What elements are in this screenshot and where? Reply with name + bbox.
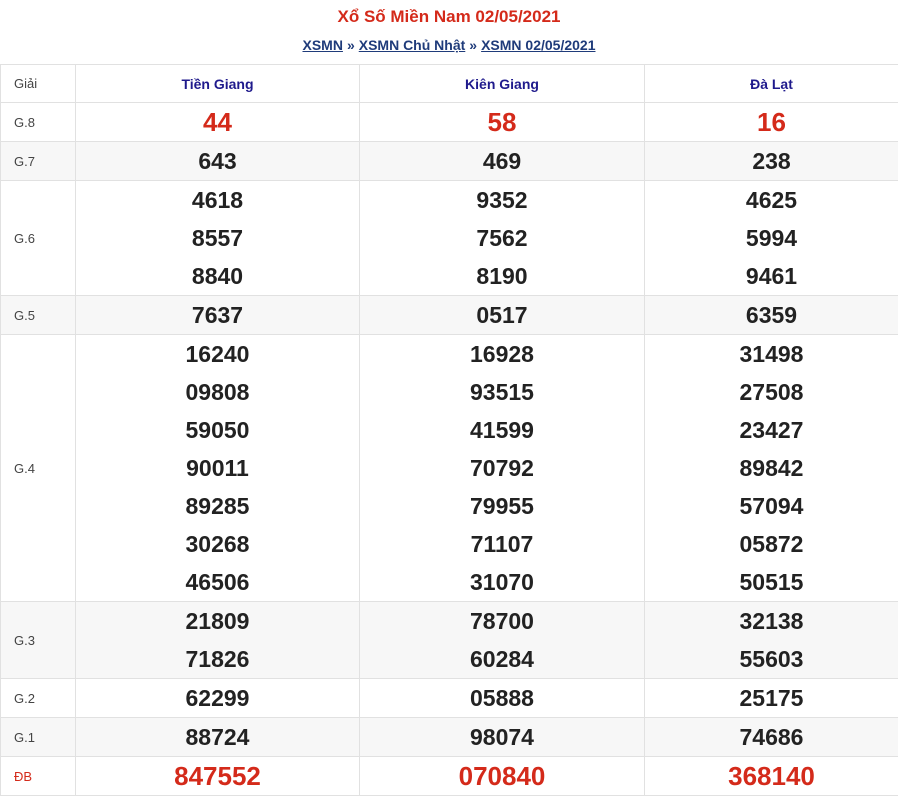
prize-cell — [76, 296, 360, 335]
prize-number: 89842 — [645, 449, 898, 487]
prize-cell — [360, 602, 645, 679]
prize-number: 74686 — [645, 718, 898, 756]
prize-number: 58 — [360, 103, 644, 141]
prize-label: G.2 — [1, 679, 76, 718]
prize-cell — [360, 142, 645, 181]
table-row — [1, 757, 898, 796]
prize-label: G.7 — [1, 142, 76, 181]
table-row — [1, 602, 898, 679]
prize-number: 469 — [360, 142, 644, 180]
prize-cell — [645, 757, 898, 796]
prize-number: 4618 — [76, 181, 359, 219]
prize-number: 89285 — [76, 487, 359, 525]
prize-cell — [645, 181, 898, 296]
prize-label: G.8 — [1, 103, 76, 142]
prize-number: 98074 — [360, 718, 644, 756]
prize-number: 30268 — [76, 525, 359, 563]
prize-cell — [645, 142, 898, 181]
prize-number: 05872 — [645, 525, 898, 563]
prize-number: 070840 — [360, 757, 644, 795]
prize-cell — [645, 296, 898, 335]
table-row — [1, 335, 898, 602]
prize-label: G.5 — [1, 296, 76, 335]
prize-number: 368140 — [645, 757, 898, 795]
prize-cell — [76, 181, 360, 296]
results-table — [0, 64, 898, 796]
prize-number: 25175 — [645, 679, 898, 717]
prize-number: 57094 — [645, 487, 898, 525]
prize-number: 31498 — [645, 335, 898, 373]
breadcrumb-separator: » — [343, 37, 359, 53]
prize-number: 78700 — [360, 602, 644, 640]
prize-label: G.4 — [1, 335, 76, 602]
prize-cell — [645, 602, 898, 679]
prize-number: 643 — [76, 142, 359, 180]
prize-number: 50515 — [645, 563, 898, 601]
prize-number: 23427 — [645, 411, 898, 449]
prize-number: 05888 — [360, 679, 644, 717]
prize-number: 46506 — [76, 563, 359, 601]
prize-number: 7637 — [76, 296, 359, 334]
prize-number: 7562 — [360, 219, 644, 257]
prize-number: 32138 — [645, 602, 898, 640]
prize-number: 93515 — [360, 373, 644, 411]
table-header-row — [1, 65, 898, 103]
prize-number: 8557 — [76, 219, 359, 257]
prize-cell — [645, 335, 898, 602]
table-row — [1, 103, 898, 142]
prize-cell — [645, 718, 898, 757]
prize-number: 5994 — [645, 219, 898, 257]
table-row — [1, 142, 898, 181]
prize-number: 4625 — [645, 181, 898, 219]
prize-number: 8840 — [76, 257, 359, 295]
prize-number: 59050 — [76, 411, 359, 449]
prize-number: 16928 — [360, 335, 644, 373]
prize-cell — [76, 718, 360, 757]
prize-label: G.1 — [1, 718, 76, 757]
prize-number: 27508 — [645, 373, 898, 411]
prize-number: 90011 — [76, 449, 359, 487]
prize-number: 09808 — [76, 373, 359, 411]
prize-number: 238 — [645, 142, 898, 180]
prize-number: 88724 — [76, 718, 359, 756]
prize-label: G.6 — [1, 181, 76, 296]
prize-number: 55603 — [645, 640, 898, 678]
prize-label: G.3 — [1, 602, 76, 679]
prize-number: 62299 — [76, 679, 359, 717]
breadcrumb-link-sunday[interactable]: XSMN Chủ Nhật — [359, 37, 466, 53]
prize-number: 16 — [645, 103, 898, 141]
prize-cell — [76, 103, 360, 142]
prize-number: 16240 — [76, 335, 359, 373]
prize-number: 8190 — [360, 257, 644, 295]
prize-cell — [360, 757, 645, 796]
prize-number: 79955 — [360, 487, 644, 525]
prize-cell — [360, 181, 645, 296]
table-row — [1, 181, 898, 296]
prize-number: 0517 — [360, 296, 644, 334]
prize-cell — [360, 103, 645, 142]
prize-number: 6359 — [645, 296, 898, 334]
page-title: Xổ Số Miền Nam 02/05/2021 — [0, 0, 898, 34]
prize-number: 60284 — [360, 640, 644, 678]
prize-label: ĐB — [1, 757, 76, 796]
prize-number: 847552 — [76, 757, 359, 795]
prize-number: 71107 — [360, 525, 644, 563]
prize-number: 71826 — [76, 640, 359, 678]
breadcrumb-separator: » — [465, 37, 481, 53]
breadcrumb — [0, 34, 898, 64]
prize-cell — [360, 679, 645, 718]
prize-cell — [76, 335, 360, 602]
table-row — [1, 718, 898, 757]
breadcrumb-link-date[interactable]: XSMN 02/05/2021 — [481, 37, 595, 53]
prize-cell — [360, 335, 645, 602]
prize-cell — [76, 757, 360, 796]
prize-cell — [76, 142, 360, 181]
prize-number: 41599 — [360, 411, 644, 449]
prize-cell — [76, 602, 360, 679]
prize-cell — [360, 718, 645, 757]
prize-number: 31070 — [360, 563, 644, 601]
prize-number: 21809 — [76, 602, 359, 640]
province-header-kien-giang: Kiên Giang — [360, 65, 645, 103]
prize-number: 9461 — [645, 257, 898, 295]
province-header-da-lat: Đà Lạt — [645, 65, 898, 103]
breadcrumb-link-xsmn[interactable]: XSMN — [302, 37, 342, 53]
table-row — [1, 679, 898, 718]
prize-column-header: Giải — [1, 65, 76, 103]
prize-cell — [76, 679, 360, 718]
prize-number: 44 — [76, 103, 359, 141]
table-row — [1, 296, 898, 335]
prize-cell — [645, 103, 898, 142]
prize-number: 9352 — [360, 181, 644, 219]
prize-cell — [645, 679, 898, 718]
prize-cell — [360, 296, 645, 335]
prize-number: 70792 — [360, 449, 644, 487]
province-header-tien-giang: Tiền Giang — [76, 65, 360, 103]
